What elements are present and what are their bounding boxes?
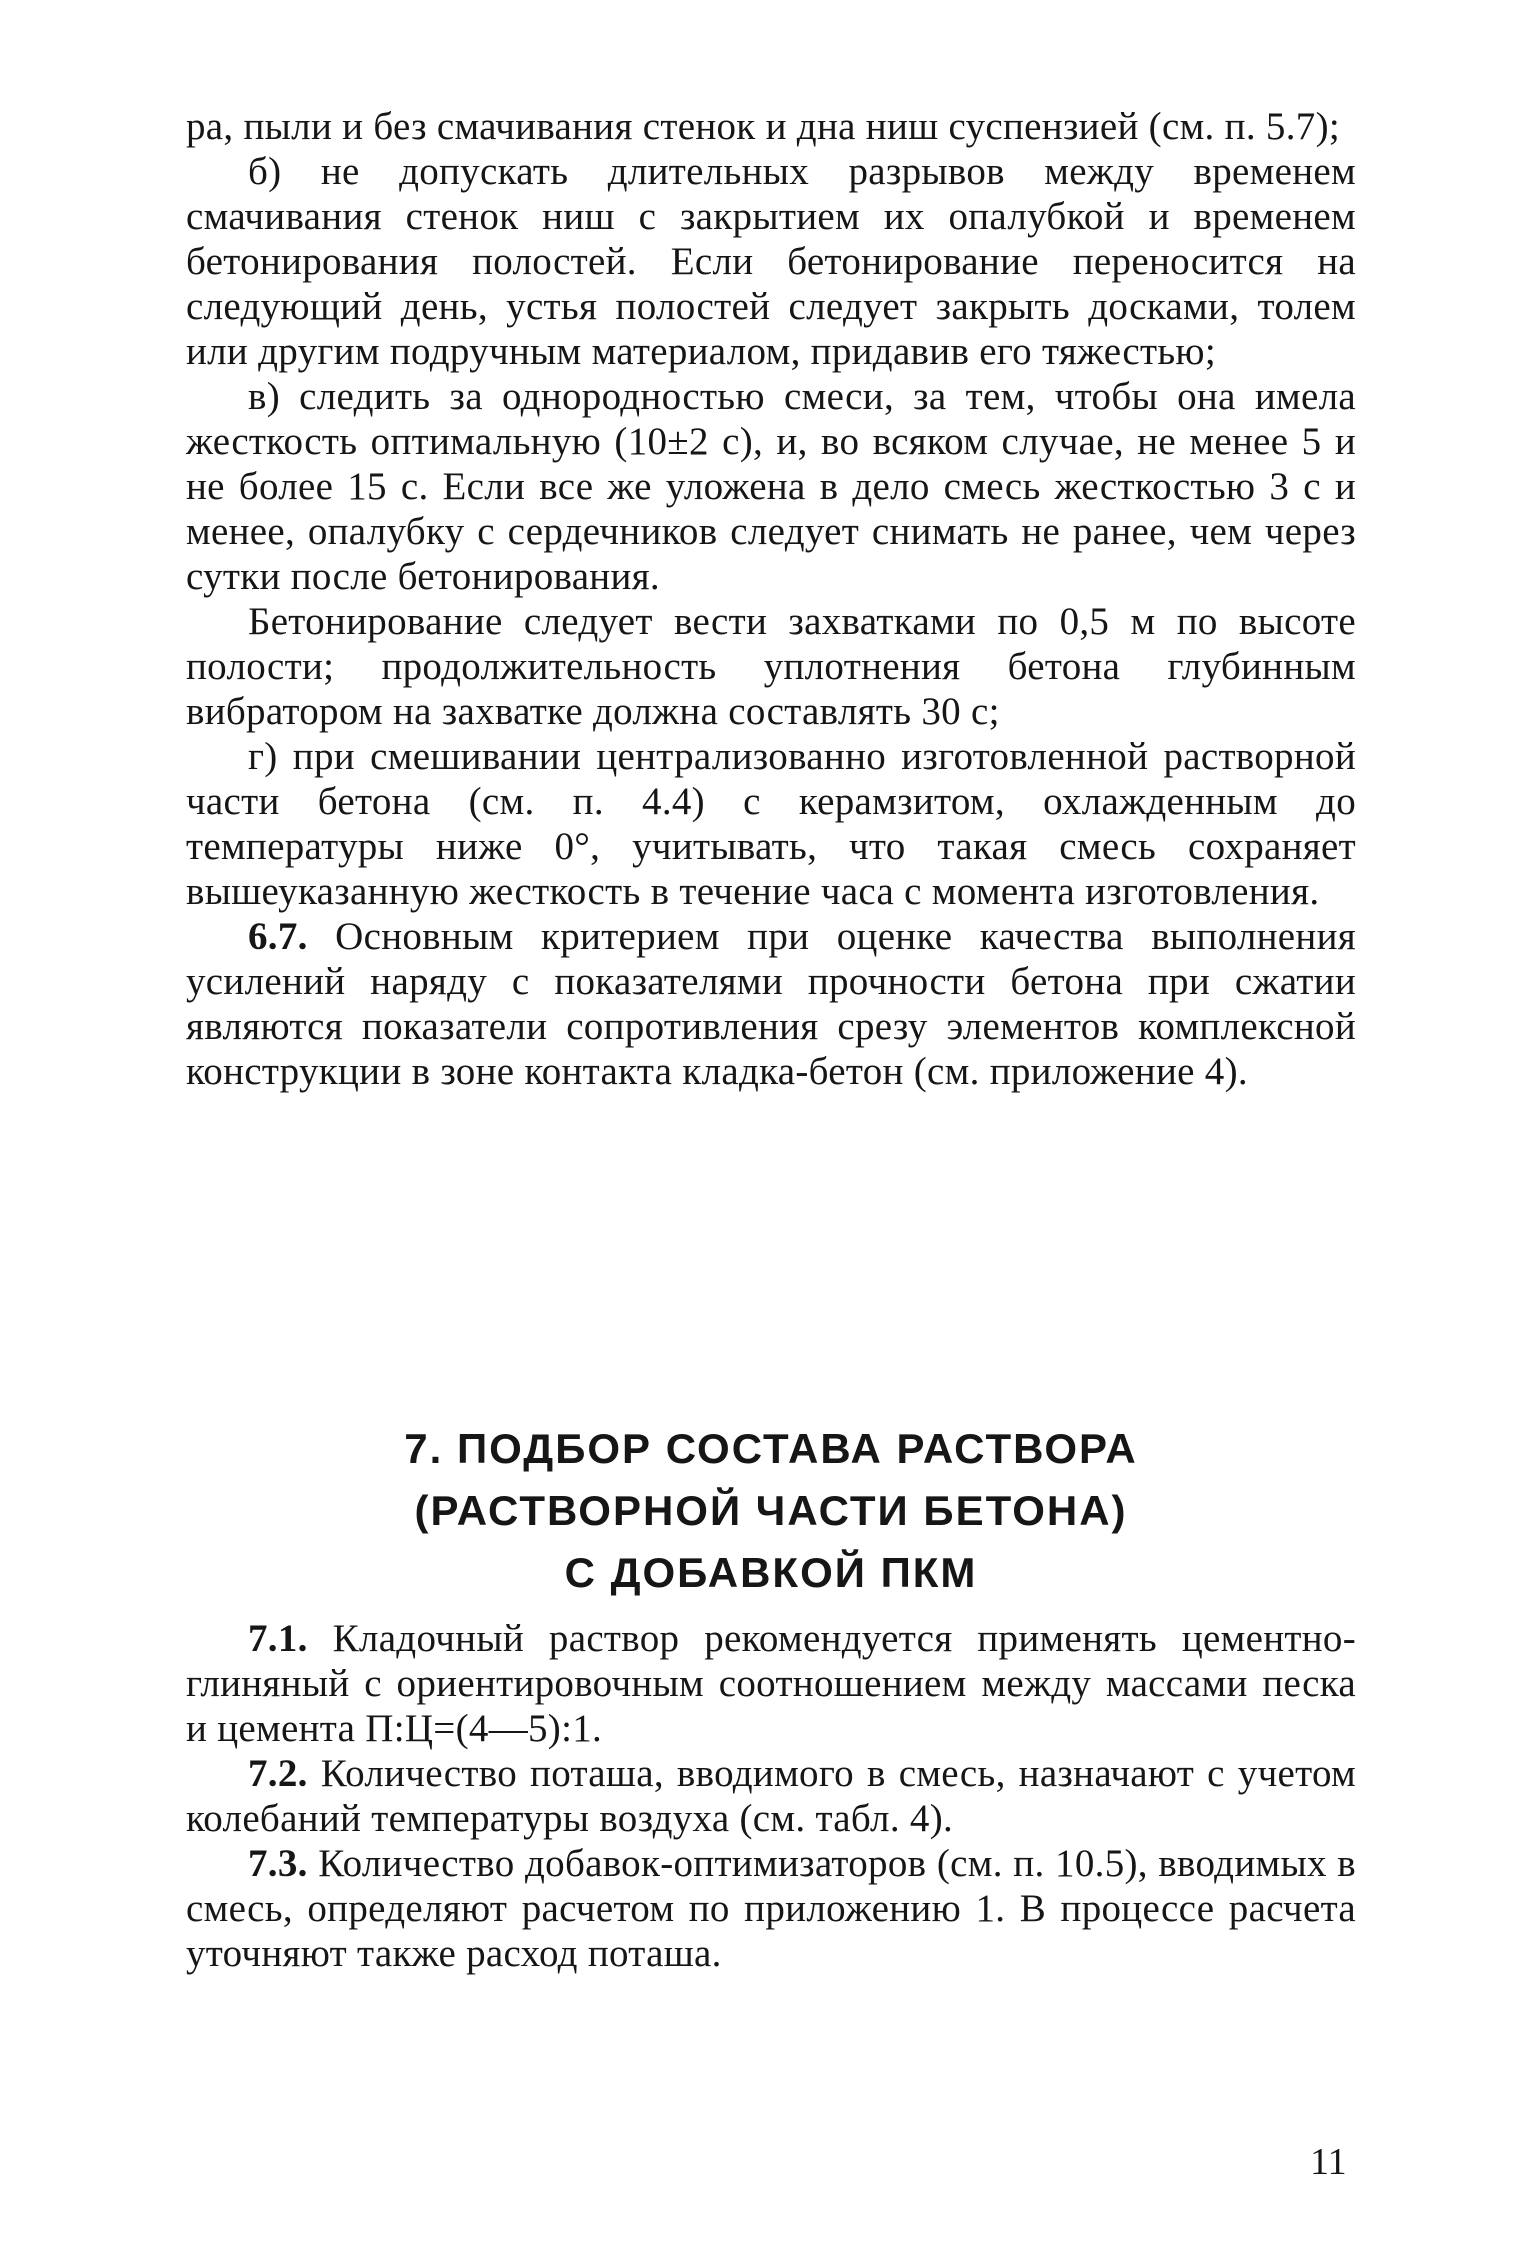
paragraph-concreting: Бетонирование следует вести захватками по 0,5 м по высоте полости; продолжительность уплотнения бетона глубинным вибратором на захватке должна составлять 30 с; [186,600,1356,733]
clause-text: Кладочный раствор рекомендуется применять цементно-глиняный с ориентировочным соотношением между массами песка и цемента П:Ц=(4—5):1. [186,1617,1356,1750]
clause-number: 7.2. [248,1752,308,1795]
clause-number: 6.7. [248,915,308,958]
clause-text: Количество добавок-оптимизаторов (см. п. 10.5), вводимых в смесь, определяют расчетом по приложению 1. В процессе расчета уточняют также расход поташа. [186,1842,1356,1975]
heading-line-1: 7. ПОДБОР СОСТАВА РАСТВОРА [404,1425,1138,1472]
paragraph-6-7 [186,914,1356,1094]
paragraph-7-2 [186,1751,1356,1841]
paragraph-7-1 [186,1616,1356,1751]
clause-number: 7.3. [248,1842,308,1885]
paragraph-item-v: в) следить за однородностью смеси, за тем, чтобы она имела жесткость оптимальную (10±2 с), и, во всяком случае, не менее 5 и не более 15 с. Если все же уложена в дело смесь жесткостью 3 с и менее, опалубку с сердечников следует снимать не ранее, чем через сутки после бетонирования. [186,375,1356,598]
heading-line-3: С ДОБАВКОЙ ПКМ [564,1549,978,1596]
paragraph-continuation: ра, пыли и без смачивания стенок и дна ниш суспензией (см. п. 5.7); [186,105,1340,148]
page-number: 11 [1310,2141,1347,2183]
clause-text: Основным критерием при оценке качества выполнения усилений наряду с показателями прочности бетона при сжатии являются показатели сопротивления срезу элементов комплексной конструкции в зоне контакта кладка-бетон (см. приложение 4). [186,915,1356,1093]
clause-number: 7.1. [248,1617,308,1660]
clause-text: Количество поташа, вводимого в смесь, назначают с учетом колебаний температуры воздуха (см. табл. 4). [186,1752,1356,1840]
section-heading [186,1418,1356,1604]
paragraph-item-g: г) при смешивании централизованно изготовленной растворной части бетона (см. п. 4.4) с керамзитом, охлажденным до температуры ниже 0°, учитывать, что такая смесь сохраняет вышеуказанную жесткость в течение часа с момента изготовления. [186,735,1356,913]
paragraph-7-3 [186,1841,1356,1976]
heading-line-2: (РАСТВОРНОЙ ЧАСТИ БЕТОНА) [414,1487,1128,1534]
section-text-block [186,1616,1356,1976]
top-text-block [186,104,1356,1094]
paragraph-item-b: б) не допускать длительных разрывов между временем смачивания стенок ниш с закрытием их опалубкой и временем бетонирования полостей. Если бетонирование переносится на следующий день, устья полостей следует закрыть досками, толем или другим подручным материалом, придавив его тяжестью; [186,150,1356,373]
